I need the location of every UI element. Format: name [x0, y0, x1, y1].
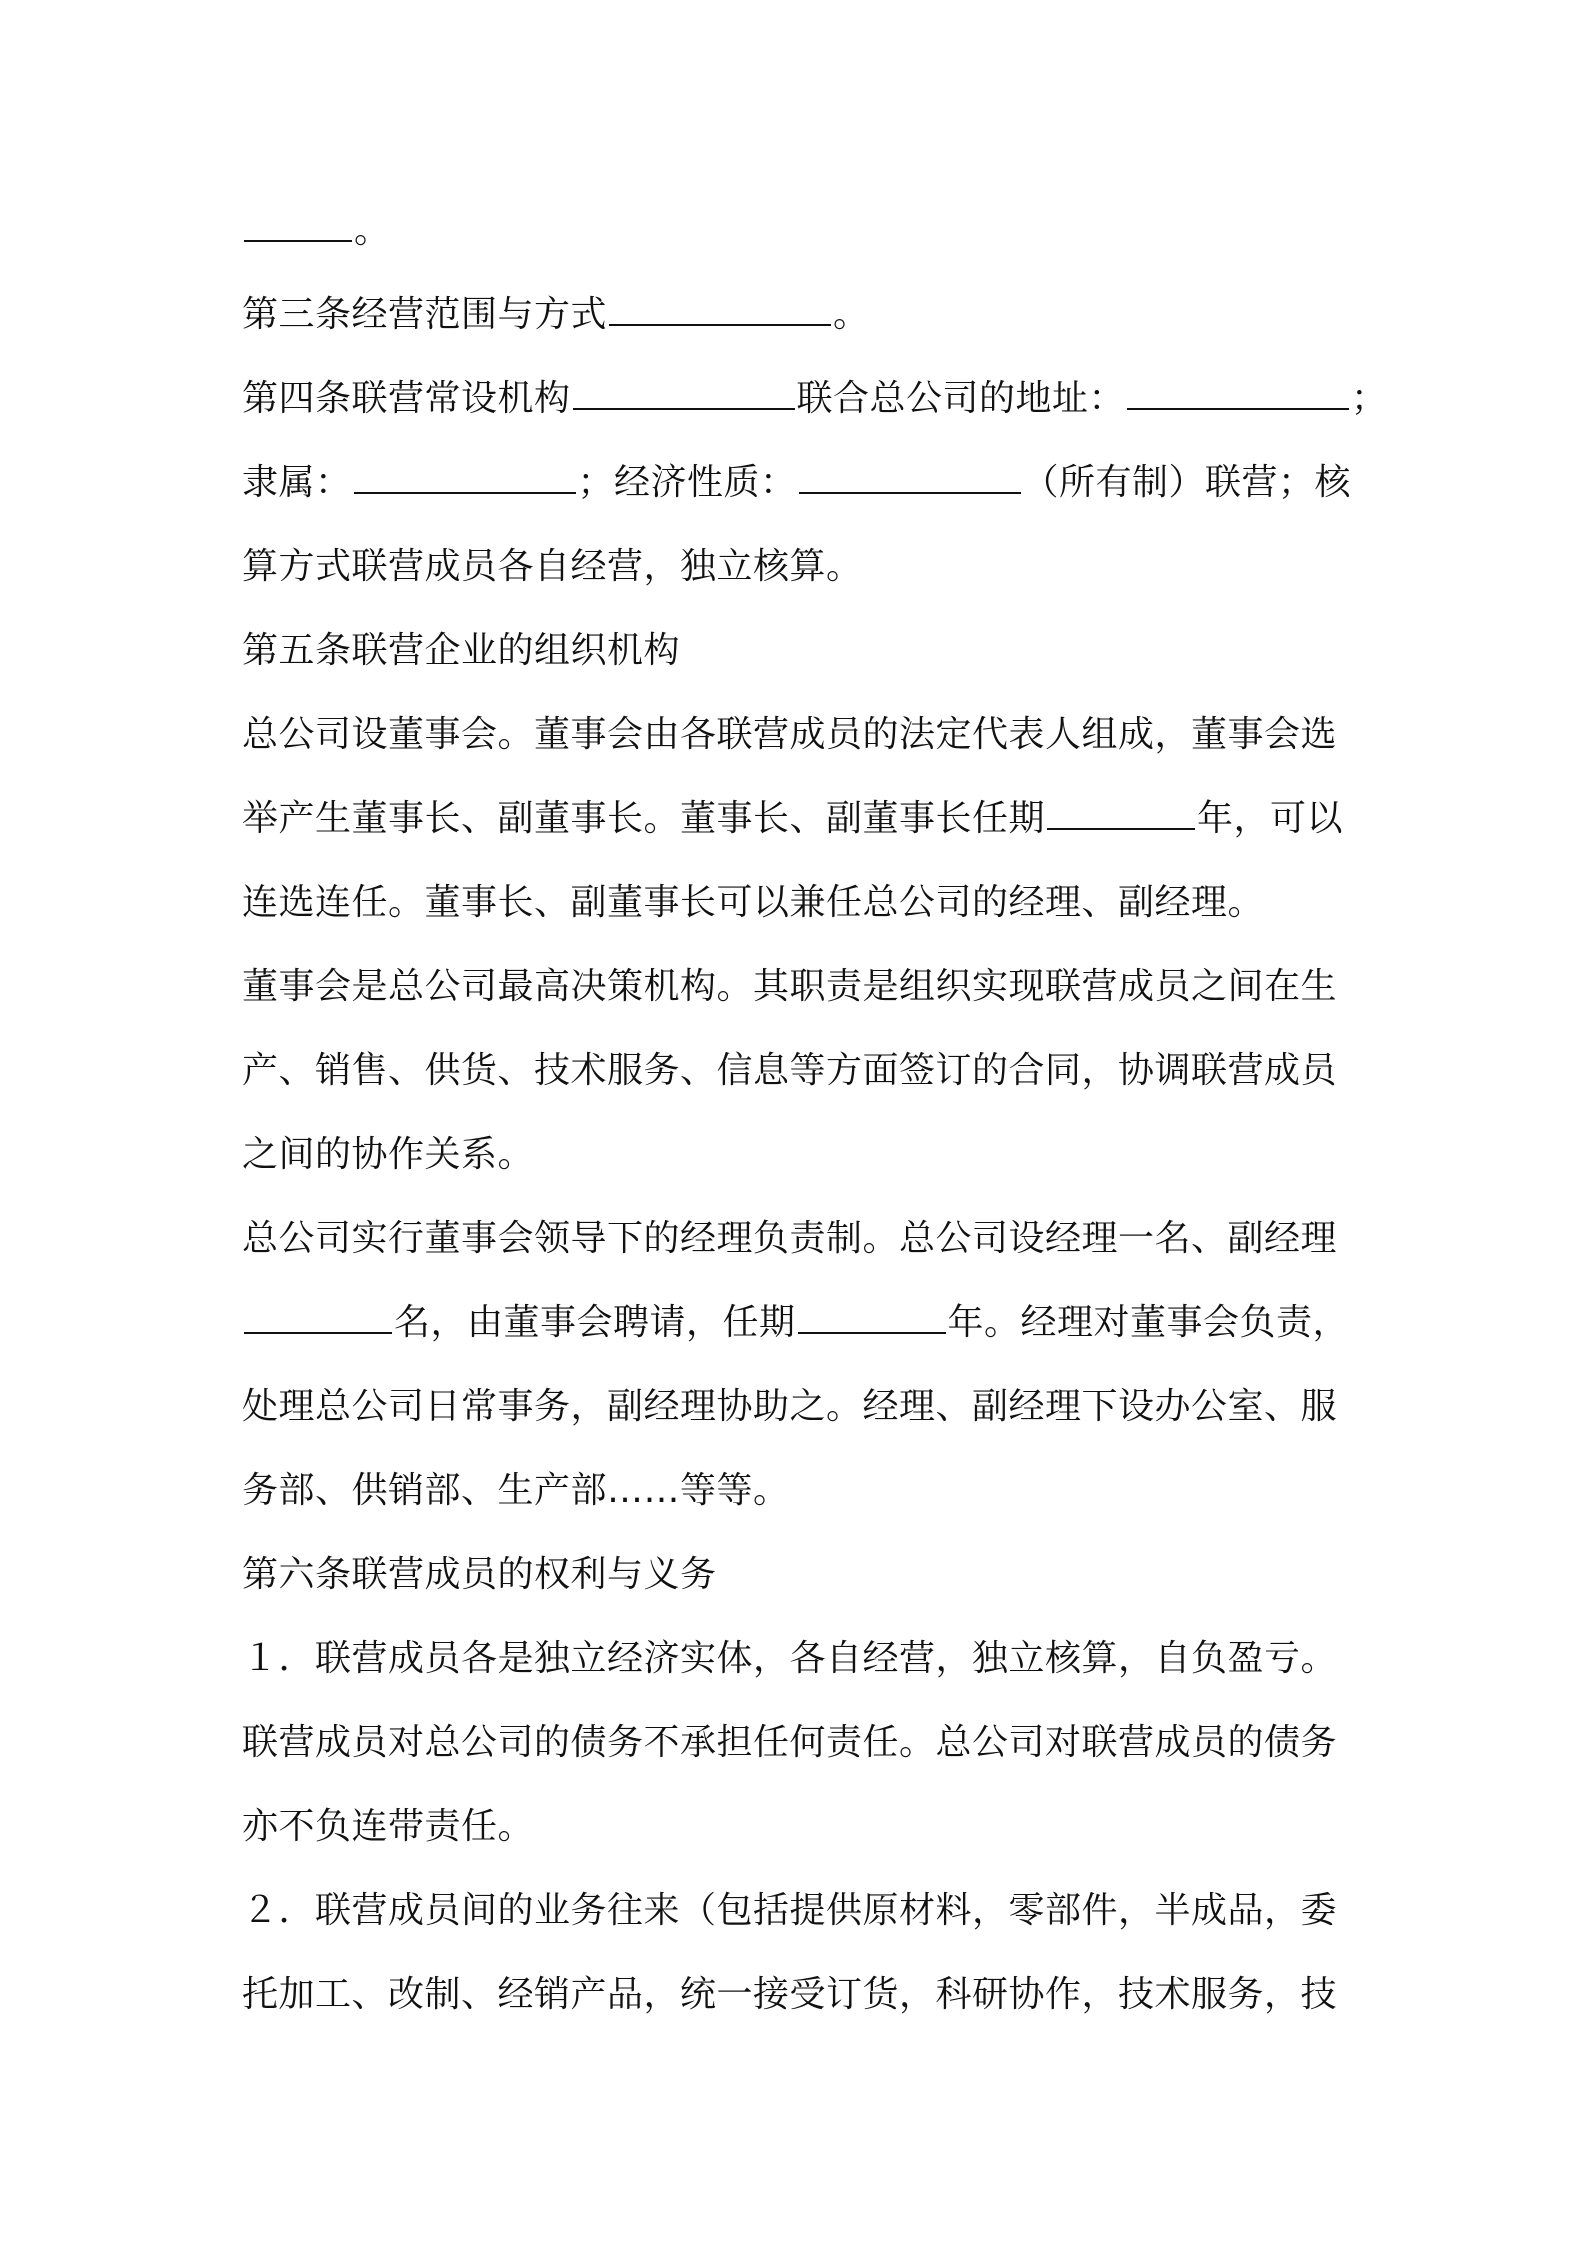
- text-span: 名，由董事会聘请，任期: [394, 1302, 796, 1343]
- text-line: 算方式联营成员各自经营，独立核算。: [242, 546, 863, 587]
- fill-in-blank: [1047, 798, 1195, 830]
- fill-in-blank: [799, 462, 1021, 494]
- text-line: 总公司实行董事会领导下的经理负责制。总公司设经理一名、副经理: [242, 1218, 1338, 1259]
- text-span: 。: [833, 294, 870, 335]
- text-line: 之间的协作关系。: [242, 1134, 535, 1175]
- fill-in-blank: [244, 210, 352, 242]
- text-line: 总公司设董事会。董事会由各联营成员的法定代表人组成，董事会选: [242, 714, 1338, 755]
- text-line: 联营成员对总公司的债务不承担任何责任。总公司对联营成员的债务: [242, 1722, 1338, 1763]
- text-span: 年。经理对董事会负责，: [947, 1302, 1350, 1343]
- fill-in-blank: [573, 378, 795, 410]
- text-span: 隶属：: [242, 462, 352, 503]
- clause-2-line: ２．联营成员间的业务往来（包括提供原材料，零部件，半成品，委: [242, 1890, 1338, 1931]
- text-span: 年，可以: [1197, 798, 1344, 839]
- text-line: [242, 1300, 1382, 1346]
- fill-in-blank: [609, 294, 831, 326]
- fill-in-blank: [798, 1302, 946, 1334]
- text-line: [242, 796, 1382, 842]
- fill-in-blank: [354, 462, 576, 494]
- article-5-heading: 第五条联营企业的组织机构: [242, 630, 681, 671]
- text-span: ；: [1351, 378, 1388, 419]
- text-span: 。: [354, 210, 391, 251]
- fill-in-blank: [244, 1302, 392, 1334]
- text-line: 处理总公司日常事务，副经理协助之。经理、副经理下设办公室、服: [242, 1386, 1338, 1427]
- text-line: 托加工、改制、经销产品，统一接受订货，科研协作，技术服务，技: [242, 1974, 1338, 2015]
- article-4-heading: [242, 376, 1388, 422]
- article-6-heading: 第六条联营成员的权利与义务: [242, 1554, 717, 1595]
- text-span: 举产生董事长、副董事长。董事长、副董事长任期: [242, 798, 1046, 839]
- text-line: 亦不负连带责任。: [242, 1806, 535, 1847]
- text-span: （所有制）联营；核: [1022, 462, 1352, 503]
- article-3-heading: [242, 292, 1382, 338]
- text-span: 第四条联营常设机构: [242, 378, 571, 419]
- text-line: 产、销售、供货、技术服务、信息等方面签订的合同，协调联营成员: [242, 1050, 1338, 1091]
- fill-in-blank: [1127, 378, 1349, 410]
- clause-1-line: １．联营成员各是独立经济实体，各自经营，独立核算，自负盈亏。: [242, 1638, 1338, 1679]
- text-span: 联合总公司的地址：: [796, 378, 1126, 419]
- text-span: 第三条经营范围与方式: [242, 294, 608, 335]
- text-line: 董事会是总公司最高决策机构。其职责是组织实现联营成员之间在生: [242, 966, 1338, 1007]
- text-line: 连选连任。董事长、副董事长可以兼任总公司的经理、副经理。: [242, 882, 1265, 923]
- text-line: [242, 208, 1382, 254]
- text-span: ；经济性质：: [577, 462, 797, 503]
- text-line: [242, 460, 1382, 506]
- text-line: 务部、供销部、生产部……等等。: [242, 1470, 790, 1511]
